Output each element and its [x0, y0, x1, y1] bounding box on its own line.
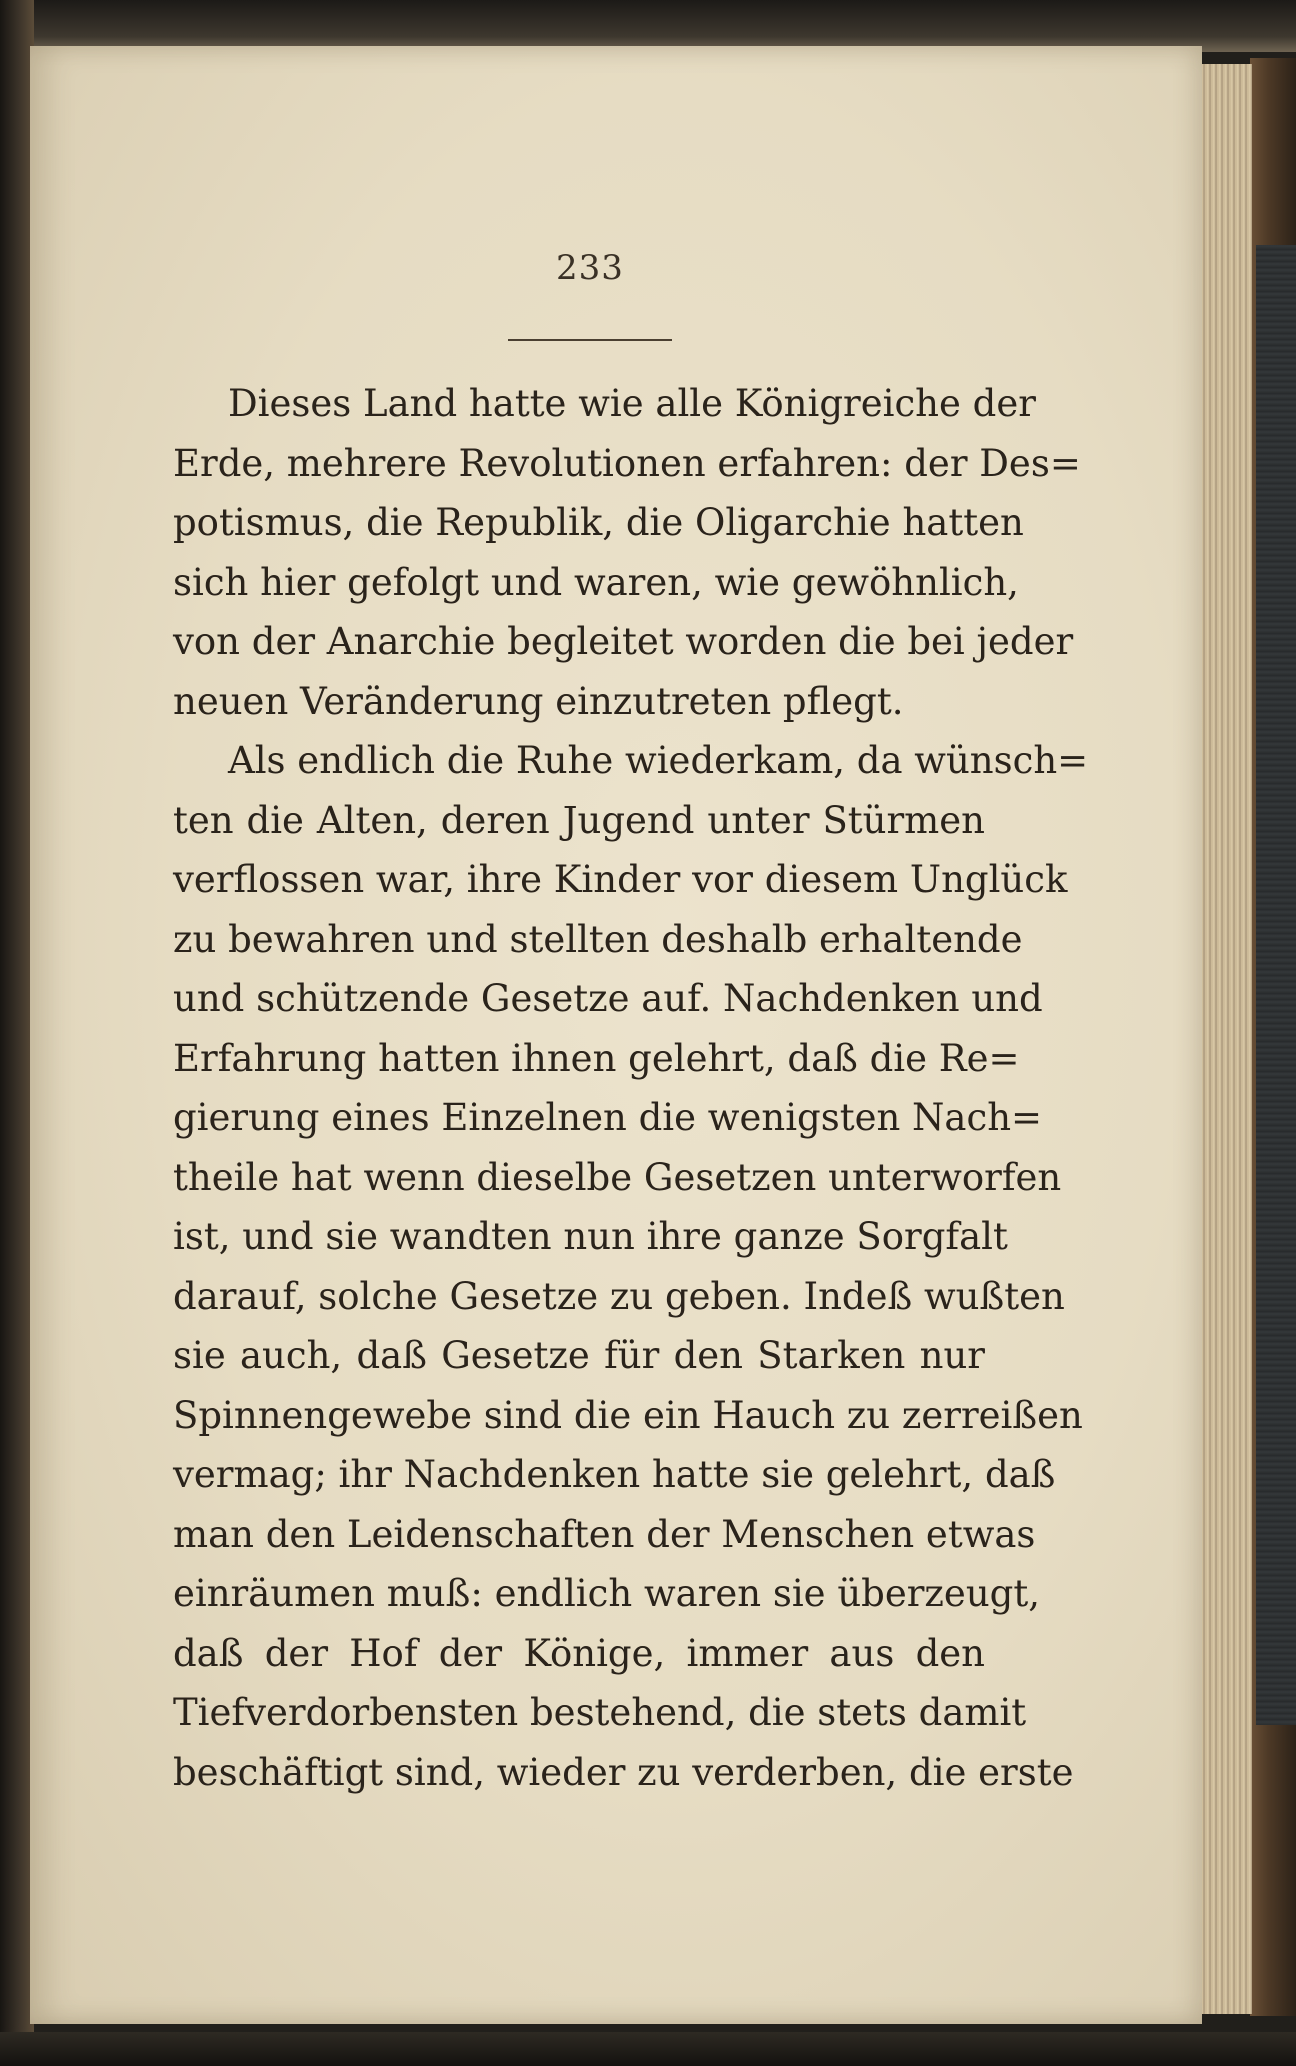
- text-line: Dieses Land hatte wie alle Königreiche der: [228, 382, 1036, 425]
- book-binding: [0, 0, 34, 2066]
- text-line: ten die Alten, deren Jugend unter Stürmen: [173, 798, 985, 842]
- page-number: 233: [556, 248, 624, 288]
- bottom-shadow: [0, 2032, 1296, 2066]
- text-line: darauf, solche Gesetze zu geben. Indeß wußten: [173, 1274, 1065, 1318]
- text-line: verflossen war, ihre Kinder vor diesem Unglück: [173, 858, 1068, 901]
- text-line: beschäftigt sind, wieder zu verderben, die erste: [173, 1750, 1074, 1794]
- text-line: Tiefverdorbensten bestehend, die stets damit: [173, 1691, 1027, 1734]
- text-line: theile hat wenn dieselbe Gesetzen unterworfen: [173, 1155, 1062, 1199]
- text-line: zu bewahren und stellten deshalb erhaltende: [173, 917, 1023, 961]
- text-line: sich hier gefolgt und waren, wie gewöhnlich,: [173, 560, 1019, 604]
- header-rule: [508, 339, 672, 341]
- text-line: daß der Hof der Könige, immer aus den: [173, 1631, 985, 1675]
- text-line: vermag; ihr Nachdenken hatte sie gelehrt, daß: [173, 1453, 1056, 1496]
- text-line: Erfahrung hatten ihnen gelehrt, daß die Re=: [173, 1036, 1020, 1080]
- cloth-cover: [1256, 245, 1296, 1725]
- text-line: und schützende Gesetze auf. Nachdenken und: [173, 977, 1043, 1020]
- text-line: man den Leidenschaften der Menschen etwas: [173, 1512, 1036, 1556]
- text-line: ist, und sie wandten nun ihre ganze Sorgfalt: [173, 1215, 1008, 1258]
- text-line: neuen Veränderung einzutreten pflegt.: [173, 679, 904, 723]
- book-page: [30, 46, 1202, 2024]
- page-edges: [1200, 64, 1252, 2014]
- text-line: gierung eines Einzelnen die wenigsten Nach=: [173, 1096, 1043, 1139]
- top-shadow: [0, 0, 1296, 52]
- text-line: Erde, mehrere Revolutionen erfahren: der Des=: [173, 441, 1081, 485]
- body-text: [173, 374, 1089, 1802]
- text-line: Als endlich die Ruhe wiederkam, da wünsch=: [228, 739, 1089, 782]
- text-line: sie auch, daß Gesetze für den Starken nur: [173, 1334, 985, 1377]
- text-line: Spinnengewebe sind die ein Hauch zu zerreißen: [173, 1393, 1083, 1437]
- text-line: potismus, die Republik, die Oligarchie hatten: [173, 501, 1024, 544]
- text-line: einräumen muß: endlich waren sie überzeugt,: [173, 1572, 1040, 1615]
- text-line: von der Anarchie begleitet worden die bei jeder: [173, 620, 1074, 663]
